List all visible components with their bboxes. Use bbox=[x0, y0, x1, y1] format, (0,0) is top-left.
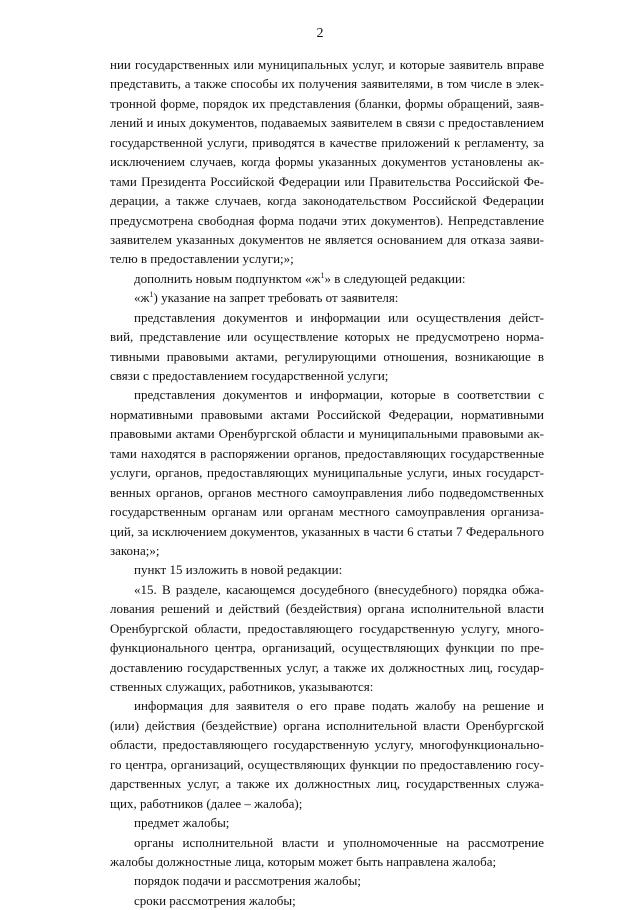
text-line: предмет жалобы; bbox=[134, 815, 230, 831]
text-line: доставлению государственных услуг, а также их должностных лиц, государ- bbox=[110, 659, 544, 675]
text-line: государственной услуги, приводятся в качестве приложений к регламенту, за bbox=[110, 134, 544, 150]
text-line-part: «ж bbox=[134, 290, 150, 306]
text-line: представления документов и информации или осуществления дейст- bbox=[134, 309, 544, 325]
text-line: сроки рассмотрения жалобы; bbox=[134, 892, 296, 908]
text-line: Оренбургской области, предоставляющего государственную услугу, много- bbox=[110, 620, 544, 636]
text-line: лений и иных документов, подаваемых заявителем в связи с предоставлением bbox=[110, 115, 544, 131]
text-line: порядок подачи и рассмотрения жалобы; bbox=[134, 873, 361, 889]
text-line: щих, работников (далее – жалоба); bbox=[110, 795, 303, 811]
text-line: тивными правовыми актами, регулирующими отношения, возникающие в bbox=[110, 348, 544, 364]
text-line: области, предоставляющего государственную услугу, многофункционально- bbox=[110, 737, 544, 753]
text-line: тами находятся в распоряжении органов, предоставляющих государственные bbox=[110, 445, 544, 461]
text-line: правовыми актами Оренбургской области и муниципальными правовыми ак- bbox=[110, 426, 544, 442]
text-line: ций, за исключением документов, указанных в части 6 статьи 7 Федерального bbox=[110, 523, 544, 539]
text-line: заявителем указанных документов не является основанием для отказа заяви- bbox=[110, 231, 544, 247]
text-line: услуги, органов, предоставляющих муниципальные услуги, иных государст- bbox=[110, 465, 544, 481]
text-line: вий, представление или осуществление которых не предусмотрено норма- bbox=[110, 329, 544, 345]
text-line: телю в предоставлении услуги;»; bbox=[110, 251, 294, 267]
text-line: венных органов, органов местного самоуправления либо подведомственных bbox=[110, 484, 544, 500]
text-line-part: » в следующей редакции: bbox=[324, 270, 466, 286]
text-line: ственных служащих, работников, указываются: bbox=[110, 679, 374, 694]
text-line bbox=[110, 288, 544, 307]
text-line bbox=[110, 269, 544, 288]
text-line: исключением случаев, когда формы указанных документов установлены ак- bbox=[110, 154, 544, 170]
text-line: информация для заявителя о его праве подать жалобу на решение и bbox=[134, 698, 544, 714]
text-line: органы исполнительной власти и уполномоченные на рассмотрение bbox=[134, 834, 544, 850]
text-line: предусмотрена свободная форма подачи этих документов). Непредставление bbox=[110, 212, 544, 228]
text-line: функционального центра, организаций, осуществляющих функции по пре- bbox=[110, 640, 544, 656]
text-line: нии государственных или муниципальных услуг, и которые заявитель вправе bbox=[110, 57, 544, 72]
text-line: представить, а также способы их получения заявителями, в том числе в элек- bbox=[110, 76, 544, 92]
text-line: го центра, организаций, осуществляющих функции по предоставлению госу- bbox=[110, 756, 544, 772]
text-line: лования решений и действий (бездействия) органа исполнительной власти bbox=[110, 601, 544, 617]
text-line: дарственных услуг, а также их должностных лиц, государственных служа- bbox=[110, 776, 544, 792]
text-line-part: дополнить новым подпунктом «ж bbox=[134, 270, 321, 286]
text-line: государственным органам или органам местного самоуправления организа- bbox=[110, 504, 544, 520]
text-line: связи с предоставлением государственной услуги; bbox=[110, 368, 389, 383]
text-line: нормативными правовыми актами Российской Федерации, нормативными bbox=[110, 406, 544, 422]
text-line: жалобы должностные лица, которым может быть направлена жалоба; bbox=[110, 853, 497, 869]
text-line: тронной форме, порядок их представления (бланки, формы обращений, заяв- bbox=[110, 95, 544, 111]
text-line: «15. В разделе, касающемся досудебного (внесудебного) порядка обжа- bbox=[134, 581, 544, 597]
text-line: (или) действия (бездействие) органа исполнительной власти Оренбургской bbox=[110, 717, 544, 733]
text-line: дерации, а также случаев, когда законодательством Российской Федерации bbox=[110, 193, 544, 209]
superscript: 1 bbox=[320, 270, 325, 280]
page-number: 2 bbox=[316, 26, 324, 41]
text-line: пункт 15 изложить в новой редакции: bbox=[134, 562, 343, 578]
text-line: представления документов и информации, которые в соответствии с bbox=[134, 387, 544, 403]
superscript: 1 bbox=[149, 290, 154, 300]
text-line-part: ) указание на запрет требовать от заявителя: bbox=[153, 290, 399, 306]
text-line: закона;»; bbox=[110, 542, 160, 558]
body-text bbox=[110, 55, 544, 910]
text-line: тами Президента Российской Федерации или Правительства Российской Фе- bbox=[110, 173, 544, 189]
